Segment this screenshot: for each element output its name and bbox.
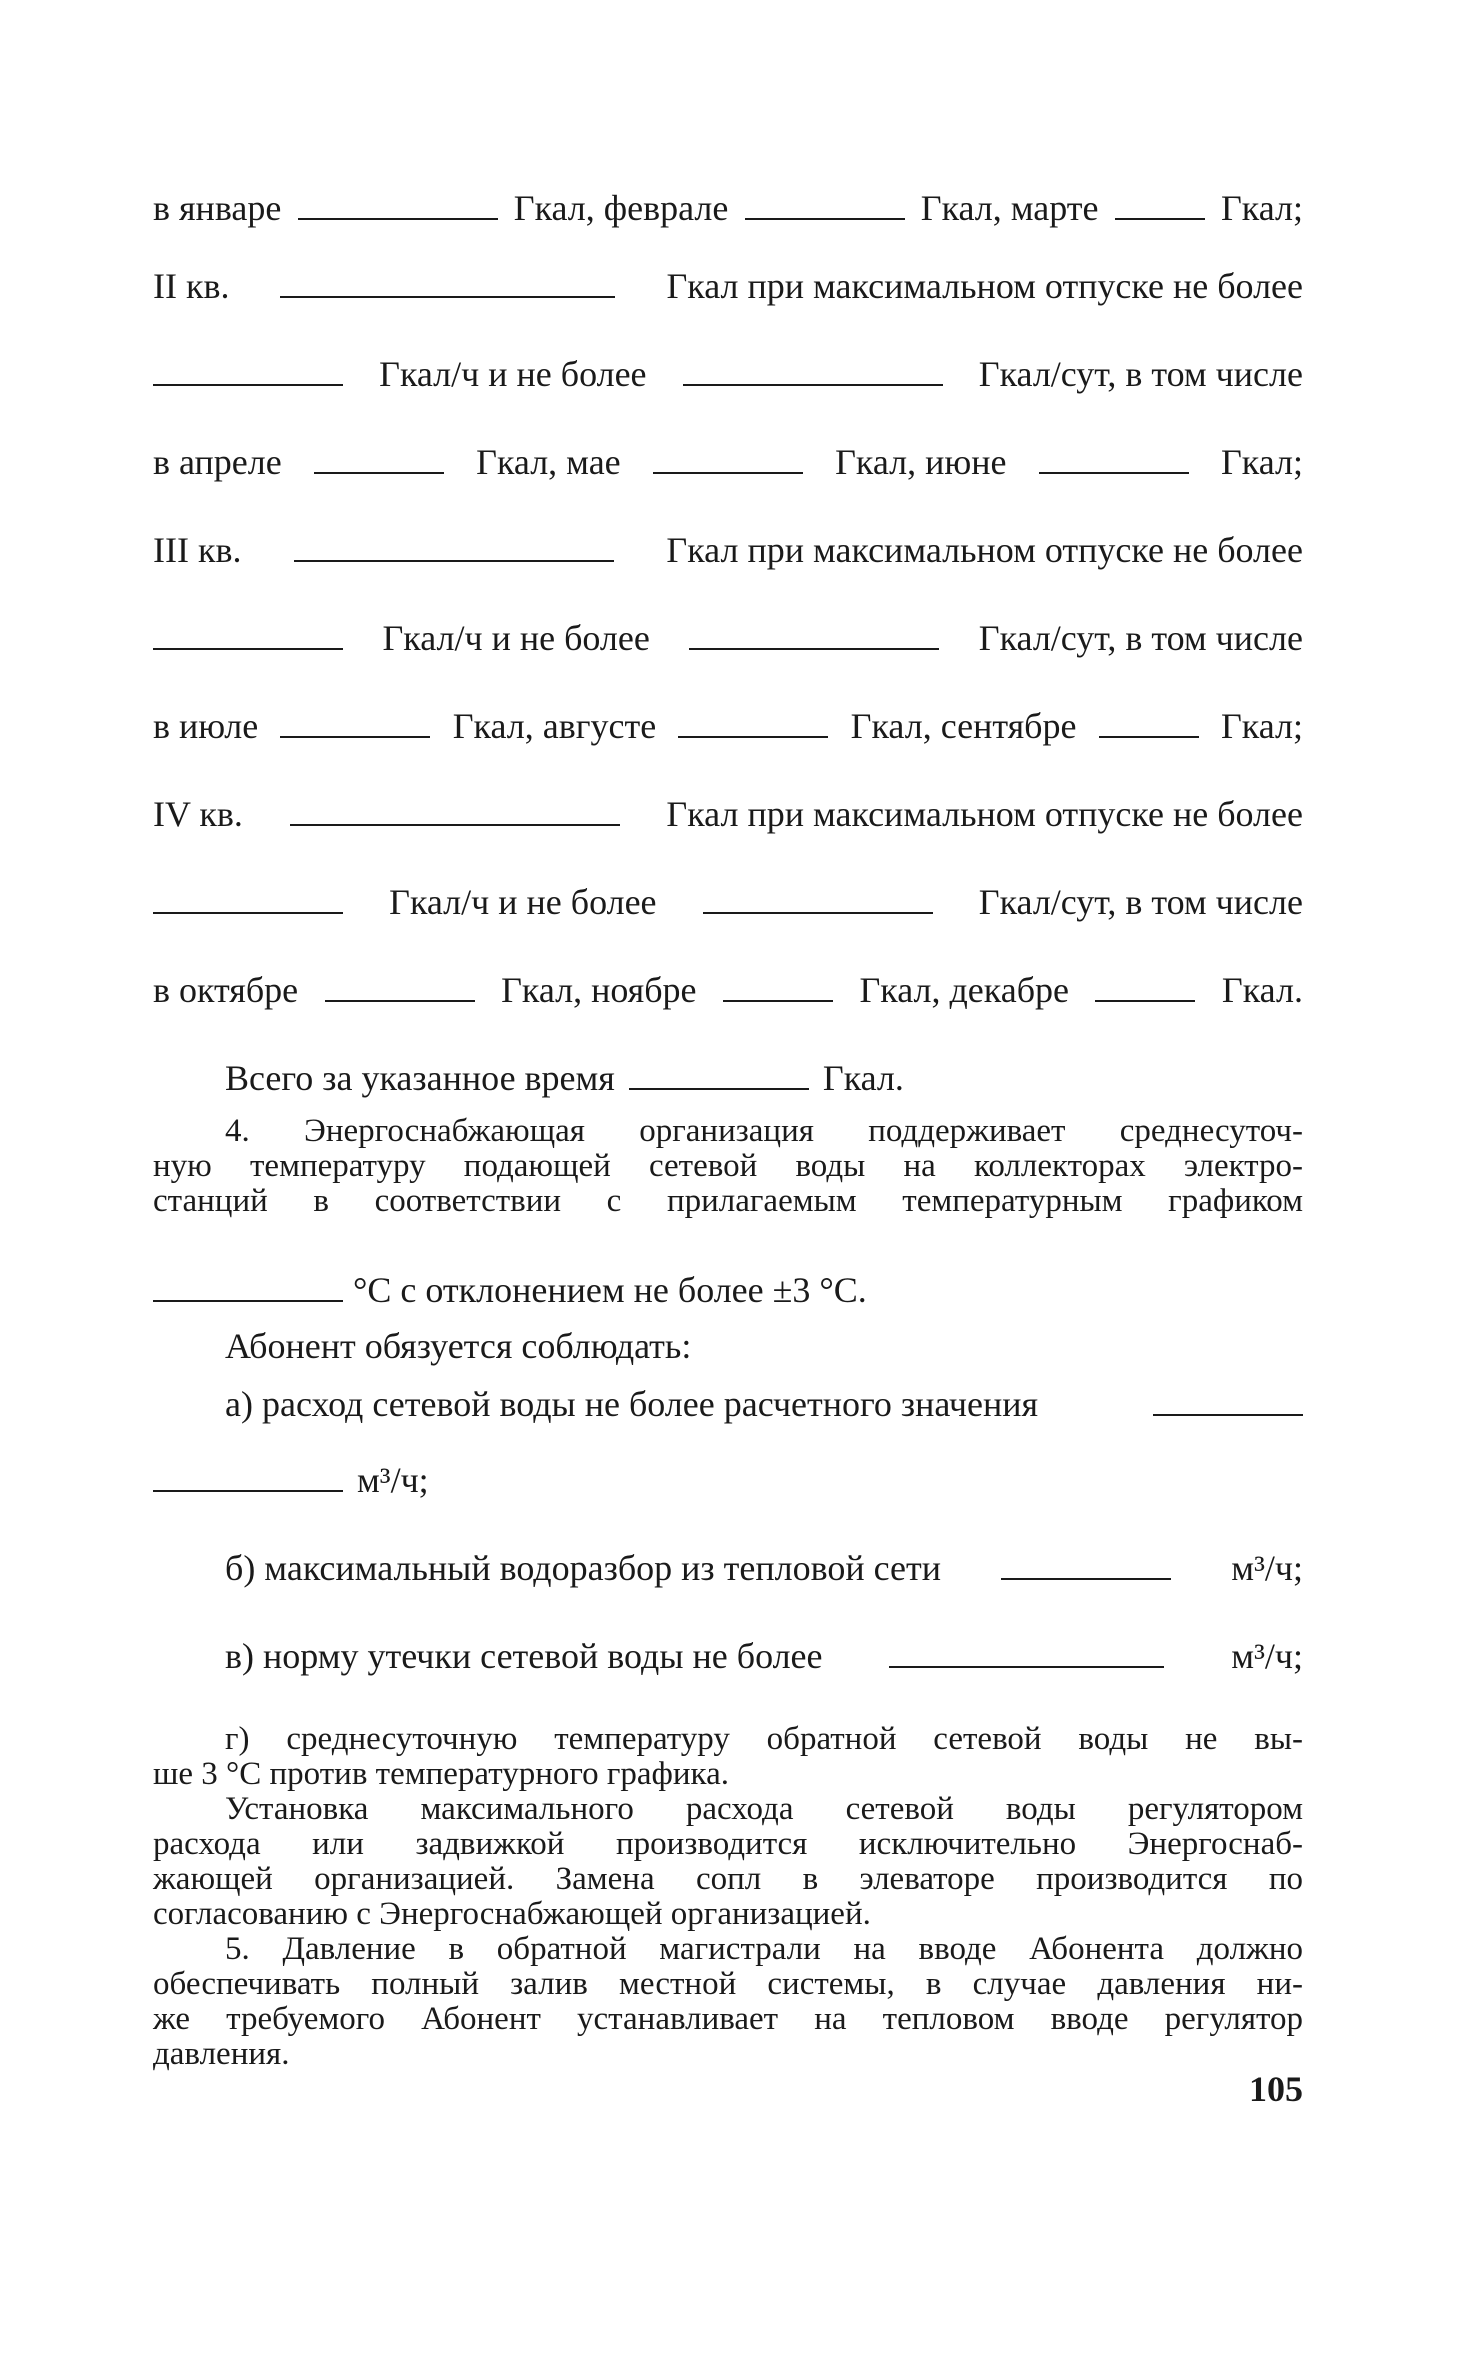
blank-field[interactable] — [683, 356, 943, 386]
text: м³/ч; — [1231, 1636, 1303, 1676]
blank-field[interactable] — [325, 972, 475, 1002]
blank-field[interactable] — [153, 884, 343, 914]
text: °С с отклонением не более ±3 °С. — [353, 1270, 867, 1310]
text: Гкал, декабре — [859, 970, 1069, 1010]
blank-field[interactable] — [153, 1272, 343, 1302]
text: Гкал, марте — [920, 188, 1099, 228]
text: Гкал; — [1220, 442, 1303, 482]
blank-field[interactable] — [280, 268, 615, 298]
blank-field[interactable] — [290, 796, 620, 826]
temperature-line — [153, 1270, 1303, 1310]
blank-field[interactable] — [678, 708, 828, 738]
blank-field[interactable] — [314, 444, 444, 474]
text: III кв. — [153, 530, 242, 570]
para-line: 4. Энергоснабжающая организация поддерживает среднесуточ- — [225, 1113, 1303, 1149]
text: Всего за указанное время — [225, 1058, 615, 1098]
blank-field[interactable] — [153, 1462, 343, 1492]
form-line-5 — [153, 530, 1303, 570]
text: Гкал при максимальном отпуске не более — [666, 266, 1303, 306]
para-line: ную температуру подающей сетевой воды на коллекторах электро- — [153, 1148, 1303, 1184]
form-line-6 — [153, 618, 1303, 658]
text: Гкал, июне — [835, 442, 1007, 482]
para-line: расхода или задвижкой производится исключительно Энергоснаб- — [153, 1826, 1303, 1862]
blank-field[interactable] — [689, 620, 939, 650]
text: Гкал. — [822, 1058, 904, 1098]
text: Гкал, сентябре — [850, 706, 1077, 746]
text: м³/ч; — [1231, 1548, 1303, 1588]
form-line-9 — [153, 882, 1303, 922]
form-line-2 — [153, 266, 1303, 306]
text: м³/ч; — [357, 1460, 429, 1500]
text: Гкал, августе — [452, 706, 657, 746]
item-a-unit-line — [153, 1460, 1303, 1500]
text: Гкал; — [1220, 188, 1303, 228]
form-line-3 — [153, 354, 1303, 394]
item-g-paragraph — [153, 1722, 1303, 1792]
blank-field[interactable] — [889, 1638, 1164, 1668]
para-line: согласованию с Энергоснабжающей организацией. — [153, 1896, 871, 1932]
section-4-paragraph — [153, 1114, 1303, 1219]
text: Гкал; — [1220, 706, 1303, 746]
para-line: станций в соответствии с прилагаемым температурным графиком — [153, 1183, 1303, 1219]
text: в октябре — [153, 970, 299, 1010]
form-line-1 — [153, 188, 1303, 228]
text: Гкал, ноябре — [501, 970, 697, 1010]
text: б) максимальный водоразбор из тепловой сети — [225, 1548, 941, 1588]
para-line: г) среднесуточную температуру обратной сетевой воды не вы- — [225, 1721, 1303, 1757]
blank-field[interactable] — [745, 190, 905, 220]
blank-field[interactable] — [1039, 444, 1189, 474]
blank-field[interactable] — [1099, 708, 1199, 738]
blank-field[interactable] — [153, 356, 343, 386]
item-a-line — [225, 1384, 1303, 1424]
para-line: 5. Давление в обратной магистрали на вводе Абонента должно — [225, 1931, 1303, 1967]
blank-field[interactable] — [703, 884, 933, 914]
text: Гкал при максимальном отпуске не более — [666, 794, 1303, 834]
blank-field[interactable] — [298, 190, 498, 220]
para-line: Установка максимального расхода сетевой воды регулятором — [225, 1791, 1303, 1827]
text: а) расход сетевой воды не более расчетного значения — [225, 1384, 1039, 1424]
text: Гкал/сут, в том числе — [978, 354, 1303, 394]
blank-field[interactable] — [629, 1060, 809, 1090]
text: в) норму утечки сетевой воды не более — [225, 1636, 823, 1676]
form-line-10 — [153, 970, 1303, 1010]
text: Абонент обязуется соблюдать: — [225, 1326, 692, 1366]
para-line: давления. — [153, 2036, 290, 2072]
text: Гкал/ч и не более — [389, 882, 657, 922]
blank-field[interactable] — [653, 444, 803, 474]
form-line-7 — [153, 706, 1303, 746]
obligation-heading — [225, 1326, 1375, 1366]
blank-field[interactable] — [294, 532, 614, 562]
text: в апреле — [153, 442, 282, 482]
text: Гкал/сут, в том числе — [978, 882, 1303, 922]
form-line-8 — [153, 794, 1303, 834]
text: Гкал, феврале — [513, 188, 729, 228]
para-line: же требуемого Абонент устанавливает на тепловом вводе регулятор — [153, 2001, 1303, 2037]
text: Гкал/ч и не более — [382, 618, 650, 658]
page-number: 105 — [1249, 2069, 1303, 2109]
para-line: жающей организацией. Замена сопл в элеваторе производится по — [153, 1861, 1303, 1897]
text: в июле — [153, 706, 259, 746]
text: Гкал, мае — [476, 442, 621, 482]
blank-field[interactable] — [280, 708, 430, 738]
text: Гкал при максимальном отпуске не более — [666, 530, 1303, 570]
blank-field[interactable] — [1095, 972, 1195, 1002]
para-line: ше 3 °С против температурного графика. — [153, 1756, 729, 1792]
blank-field[interactable] — [723, 972, 833, 1002]
text: IV кв. — [153, 794, 243, 834]
blank-field[interactable] — [153, 620, 343, 650]
text: Гкал. — [1221, 970, 1303, 1010]
text: Гкал/сут, в том числе — [978, 618, 1303, 658]
item-b-line — [225, 1548, 1303, 1588]
item-v-line — [225, 1636, 1303, 1676]
form-line-4 — [153, 442, 1303, 482]
text: в январе — [153, 188, 282, 228]
blank-field[interactable] — [1153, 1386, 1303, 1416]
text: Гкал/ч и не более — [379, 354, 647, 394]
text: II кв. — [153, 266, 230, 306]
blank-field[interactable] — [1115, 190, 1205, 220]
total-line — [225, 1058, 1025, 1098]
installation-note — [153, 1792, 1303, 1932]
para-line: обеспечивать полный залив местной системы, в случае давления ни- — [153, 1966, 1303, 2002]
blank-field[interactable] — [1001, 1550, 1171, 1580]
section-5-paragraph — [153, 1932, 1303, 2072]
